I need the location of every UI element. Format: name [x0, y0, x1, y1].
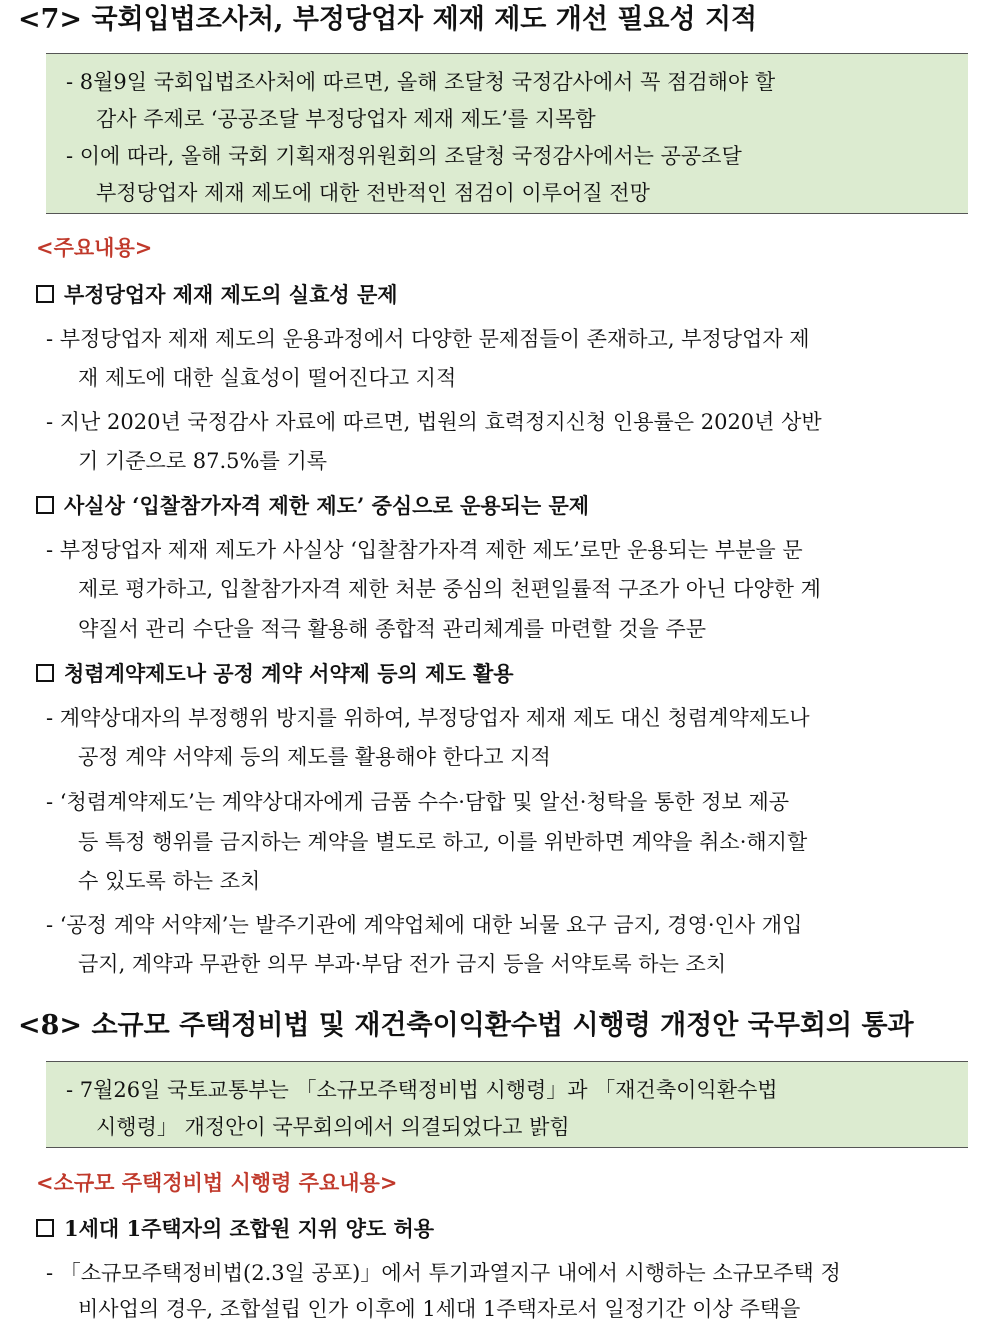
topic-heading-text: 사실상 ‘입찰참가자격 제한 제도’ 중심으로 운용되는 문제 — [64, 493, 590, 518]
body-line: 기 기준으로 87.5%를 기록 — [78, 449, 328, 473]
topic-heading — [36, 1214, 434, 1244]
body-line: 등 특정 행위를 금지하는 계약을 별도로 하고, 이를 위반하면 계약을 취소·해지할 — [78, 830, 808, 854]
summary-line: - 8월9일 국회입법조사처에 따르면, 올해 조달청 국정감사에서 꼭 점검해야 할 — [66, 70, 776, 94]
checkbox-square-icon — [36, 496, 54, 514]
body-line: 금지, 계약과 무관한 의무 부과·부담 전가 금지 등을 서약토록 하는 조치 — [78, 952, 727, 976]
body-line: 약질서 관리 수단을 적극 활용해 종합적 관리체계를 마련할 것을 주문 — [78, 617, 707, 641]
section-8-title-text: 소규모 주택정비법 및 재건축이익환수법 시행령 개정안 국무회의 통과 — [91, 1010, 914, 1041]
topic-heading-text: 1세대 1주택자의 조합원 지위 양도 허용 — [64, 1216, 435, 1241]
checkbox-square-icon — [36, 664, 54, 682]
section-7-main-label: <주요내용> — [36, 235, 153, 260]
summary-line: - 7월26일 국토교통부는 「소규모주택정비법 시행령」과 「재건축이익환수법 — [66, 1078, 778, 1102]
summary-line: 부정당업자 제재 제도에 대한 전반적인 점검이 이루어질 전망 — [96, 181, 650, 205]
body-line: - 지난 2020년 국정감사 자료에 따르면, 법원의 효력정지신청 인용률은 2020년 상반 — [46, 410, 822, 434]
section-7-title — [18, 2, 757, 38]
section-8-summary-box — [46, 1061, 968, 1148]
checkbox-square-icon — [36, 285, 54, 303]
body-line: - ‘청렴계약제도’는 계약상대자에게 금품 수수·담합 및 알선·청탁을 통한 정보 제공 — [46, 790, 790, 814]
body-line: 재 제도에 대한 실효성이 떨어진다고 지적 — [78, 366, 457, 390]
section-8-title — [18, 1008, 914, 1044]
summary-line: 감사 주제로 ‘공공조달 부정당업자 제재 제도’를 지목함 — [96, 107, 596, 131]
body-line: - 부정당업자 제재 제도의 운용과정에서 다양한 문제점들이 존재하고, 부정당업자 제 — [46, 327, 810, 351]
section-7-number: <7> — [18, 4, 83, 35]
topic-heading — [36, 491, 589, 521]
topic-heading-text: 청렴계약제도나 공정 계약 서약제 등의 제도 활용 — [64, 661, 514, 686]
body-line: 공정 계약 서약제 등의 제도를 활용해야 한다고 지적 — [78, 745, 551, 769]
topic-heading-text: 부정당업자 제재 제도의 실효성 문제 — [64, 282, 398, 307]
body-line: - 「소규모주택정비법(2.3일 공포)」에서 투기과열지구 내에서 시행하는 소규모주택 정 — [46, 1261, 841, 1285]
checkbox-square-icon — [36, 1219, 54, 1237]
topic-heading — [36, 659, 514, 689]
body-line: - 부정당업자 제재 제도가 사실상 ‘입찰참가자격 제한 제도’로만 운용되는 부분을 문 — [46, 538, 803, 562]
body-line: 비사업의 경우, 조합설립 인가 이후에 1세대 1주택자로서 일정기간 이상 주택을 — [78, 1297, 801, 1321]
summary-line: - 이에 따라, 올해 국회 기획재정위원회의 조달청 국정감사에서는 공공조달 — [66, 144, 742, 168]
section-8-number: <8> — [18, 1010, 83, 1041]
section-7-title-text: 국회입법조사처, 부정당업자 제재 제도 개선 필요성 지적 — [91, 4, 758, 35]
body-line: 수 있도록 하는 조치 — [78, 869, 261, 893]
body-line: - ‘공정 계약 서약제’는 발주기관에 계약업체에 대한 뇌물 요구 금지, 경영·인사 개입 — [46, 913, 803, 937]
summary-line: 시행령」 개정안이 국무회의에서 의결되었다고 밝힘 — [96, 1115, 570, 1139]
body-line: 제로 평가하고, 입찰참가자격 제한 처분 중심의 천편일률적 구조가 아닌 다양한 계 — [78, 577, 821, 601]
section-7-summary-box — [46, 53, 968, 214]
section-8-main-label: <소규모 주택정비법 시행령 주요내용> — [36, 1170, 398, 1195]
body-line: - 계약상대자의 부정행위 방지를 위하여, 부정당업자 제재 제도 대신 청렴계약제도나 — [46, 706, 810, 730]
topic-heading — [36, 280, 398, 310]
